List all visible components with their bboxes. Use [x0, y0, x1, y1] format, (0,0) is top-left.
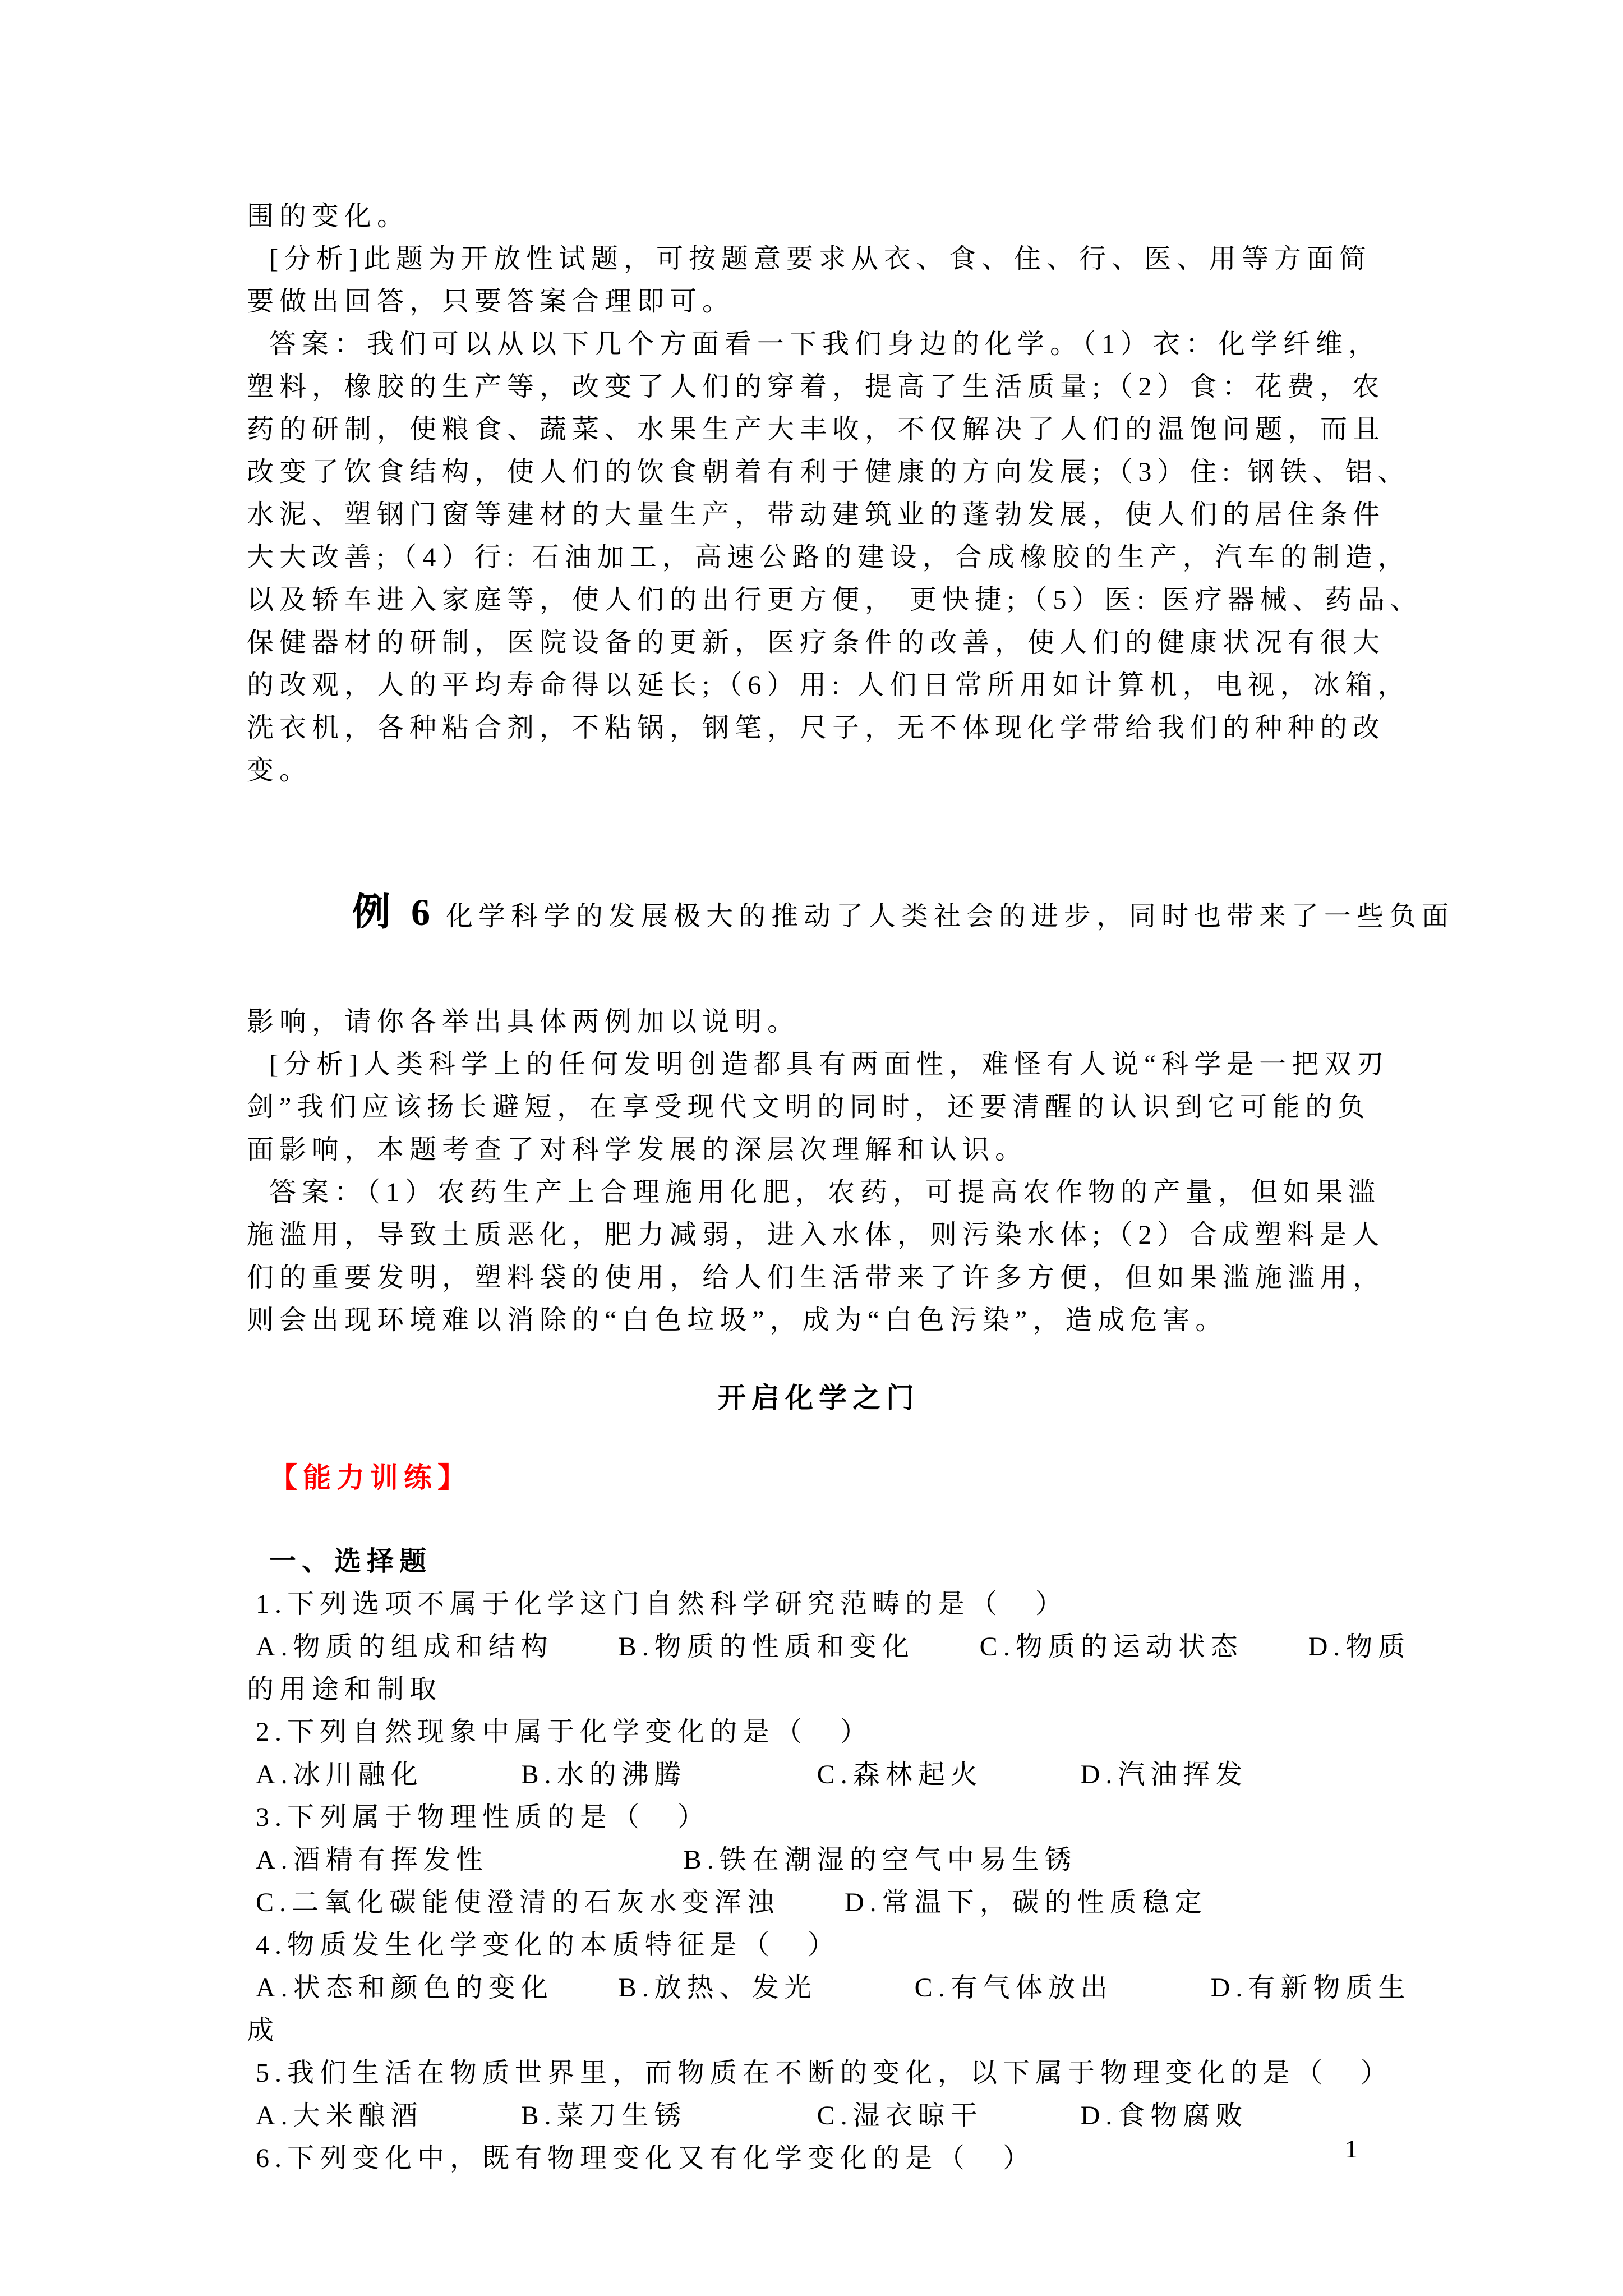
question-options: A.酒精有挥发性 B.铁在潮湿的空气中易生锈: [256, 1845, 1077, 1875]
section-title: 开启化学之门: [718, 1382, 920, 1414]
example6-intro-cont: 影响，请你各举出具体两例加以说明。: [247, 1007, 800, 1037]
body-line: 围的变化。: [247, 201, 410, 231]
answer-line: 药的研制，使粮食、蔬菜、水果生产大丰收，不仅解决了人们的温饱问题，而且: [247, 415, 1386, 444]
training-heading: 【能力训练】: [269, 1462, 471, 1493]
question-stem: 6.下列变化中，既有物理变化又有化学变化的是（ ）: [256, 2143, 1036, 2173]
answer-line: 水泥、塑钢门窗等建材的大量生产，带动建筑业的蓬勃发展，使人们的居住条件: [247, 500, 1386, 530]
answer-line: 则会出现环境难以消除的“白色垃圾”，成为“白色污染”，造成危害。: [247, 1305, 1228, 1335]
example6-label: 例 6: [352, 891, 436, 933]
question-options: C.二氧化碳能使澄清的石灰水变浑浊 D.常温下，碳的性质稳定: [256, 1888, 1207, 1917]
question-stem: 2.下列自然现象中属于化学变化的是（ ）: [256, 1717, 873, 1747]
answer-line: 洗衣机，各种粘合剂，不粘锅，钢笔，尺子，无不体现化学带给我们的种种的改: [247, 713, 1386, 743]
example6-intro-text: 化学科学的发展极大的推动了人类社会的进步，同时也带来了一些负面: [446, 901, 1455, 931]
answer-line: 的改观，人的平均寿命得以延长;（6）用: 人们日常所用如计算机，电视，冰箱，: [247, 670, 1410, 700]
answer-line: 施滥用，导致土质恶化，肥力减弱，进入水体，则污染水体;（2）合成塑料是人: [247, 1220, 1385, 1250]
analysis-line: [分析]此题为开放性试题，可按题意要求从衣、食、住、行、医、用等方面简: [269, 244, 1372, 274]
question-options: 成: [247, 2016, 280, 2045]
question-stem: 5.我们生活在物质世界里，而物质在不断的变化，以下属于物理变化的是（ ）: [256, 2058, 1394, 2088]
answer-line: 塑料，橡胶的生产等，改变了人们的穿着，提高了生活质量;（2）食：花费，农: [247, 372, 1385, 402]
question-options: A.物质的组成和结构 B.物质的性质和变化 C.物质的运动状态 D.物质: [256, 1632, 1411, 1662]
question-stem: 3.下列属于物理性质的是（ ）: [256, 1802, 711, 1832]
analysis-line: 剑”我们应该扬长避短，在享受现代文明的同时，还要清醒的认识到它可能的负: [247, 1092, 1371, 1122]
question-options: A.冰川融化 B.水的沸腾 C.森林起火 D.汽油挥发: [256, 1760, 1248, 1789]
analysis-line: 要做出回答，只要答案合理即可。: [247, 287, 735, 316]
page-number: 1: [1345, 2134, 1358, 2163]
answer-line: 保健器材的研制，医院设备的更新，医疗条件的改善，使人们的健康状况有很大: [247, 628, 1386, 657]
question-options: A.状态和颜色的变化 B.放热、发光 C.有气体放出 D.有新物质生: [256, 1973, 1411, 2003]
question-options: A.大米酿酒 B.菜刀生锈 C.湿衣晾干 D.食物腐败: [256, 2101, 1248, 2131]
answer-line: 答案：（1）农药生产上合理施用化肥，农药，可提高农作物的产量，但如果滥: [269, 1177, 1381, 1207]
subsection-heading: 一、选择题: [269, 1547, 432, 1576]
question-stem: 4.物质发生化学变化的本质特征是（ ）: [256, 1930, 841, 1960]
answer-line: 改变了饮食结构，使人们的饮食朝着有利于健康的方向发展;（3）住: 钢铁、铝、: [247, 457, 1410, 487]
analysis-line: 面影响，本题考查了对科学发展的深层次理解和认识。: [247, 1135, 1028, 1165]
answer-line: 们的重要发明，塑料袋的使用，给人们生活带来了许多方便，但如果滥施滥用，: [247, 1263, 1386, 1292]
answer-line: 以及轿车进入家庭等，使人们的出行更方便， 更快捷;（5）医: 医疗器械、药品、: [247, 585, 1423, 615]
answer-line: 变。: [247, 756, 312, 785]
question-stem: 1.下列选项不属于化学这门自然科学研究范畴的是（ ）: [256, 1589, 1068, 1619]
document-content: [247, 195, 1455, 2180]
analysis-line: [分析]人类科学上的任何发明创造都具有两面性，难怪有人说“科学是一把双刃: [269, 1050, 1390, 1079]
answer-line: 大大改善;（4）行: 石油加工，高速公路的建设，合成橡胶的生产，汽车的制造，: [247, 542, 1410, 572]
example6-intro: [247, 828, 1455, 1001]
answer-line: 答案：我们可以从以下几个方面看一下我们身边的化学。（1）衣：化学纤维，: [269, 329, 1381, 359]
question-options: 的用途和制取: [247, 1674, 442, 1704]
